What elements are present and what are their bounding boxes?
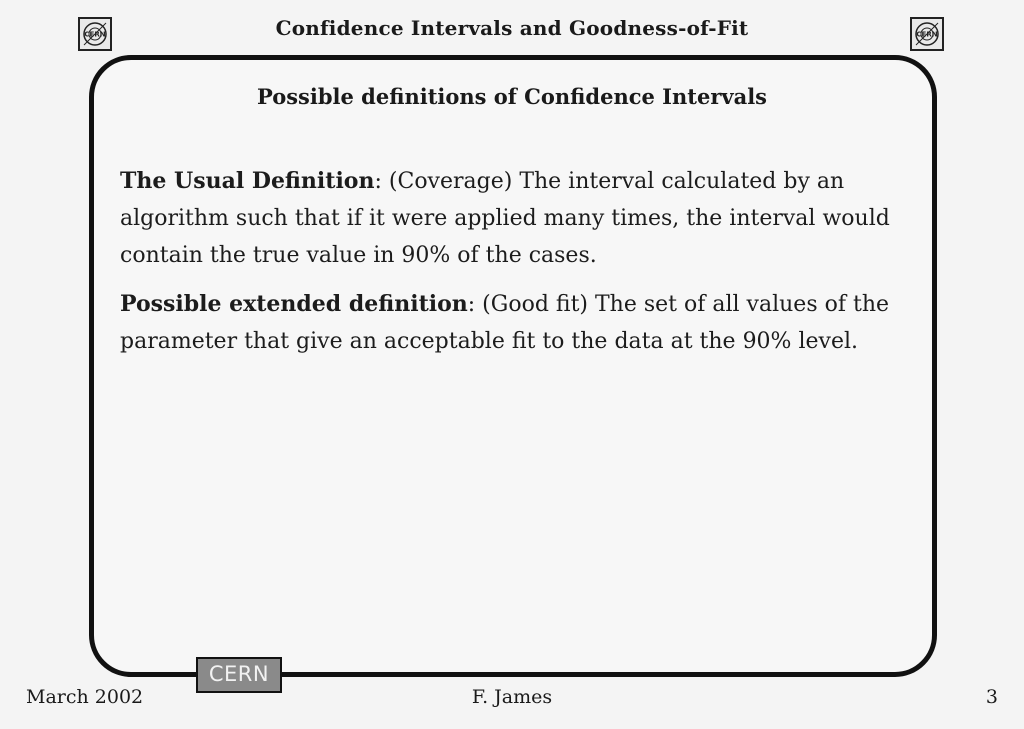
svg-text:CERN: CERN bbox=[84, 30, 106, 39]
definition-body: (Good fit) The set of all values of the parameter that give an acceptable fit to the data at the 90% level. bbox=[120, 292, 890, 354]
definition-term: The Usual Definition bbox=[120, 168, 375, 194]
definition-term: Possible extended definition bbox=[120, 291, 468, 317]
cern-logo-right-icon bbox=[910, 17, 944, 51]
definition-paragraph-usual bbox=[120, 163, 900, 274]
definition-body: (Coverage) The interval calculated by an algorithm such that if it were applied many times, the interval would contain the true value in 90% of the cases. bbox=[120, 169, 890, 268]
header-title: Confidence Intervals and Goodness-of-Fit bbox=[275, 16, 749, 40]
footer-date: March 2002 bbox=[26, 686, 144, 708]
svg-text:CERN: CERN bbox=[916, 30, 938, 39]
slide-title: Possible definitions of Confidence Intervals bbox=[256, 84, 768, 109]
definition-colon: : bbox=[374, 169, 382, 194]
page-number: 3 bbox=[985, 686, 998, 708]
slide-frame bbox=[89, 55, 937, 677]
definition-colon: : bbox=[467, 292, 476, 317]
footer-author: F. James bbox=[471, 686, 553, 708]
cern-badge: CERN bbox=[196, 657, 282, 693]
definition-paragraph-extended bbox=[120, 286, 900, 360]
